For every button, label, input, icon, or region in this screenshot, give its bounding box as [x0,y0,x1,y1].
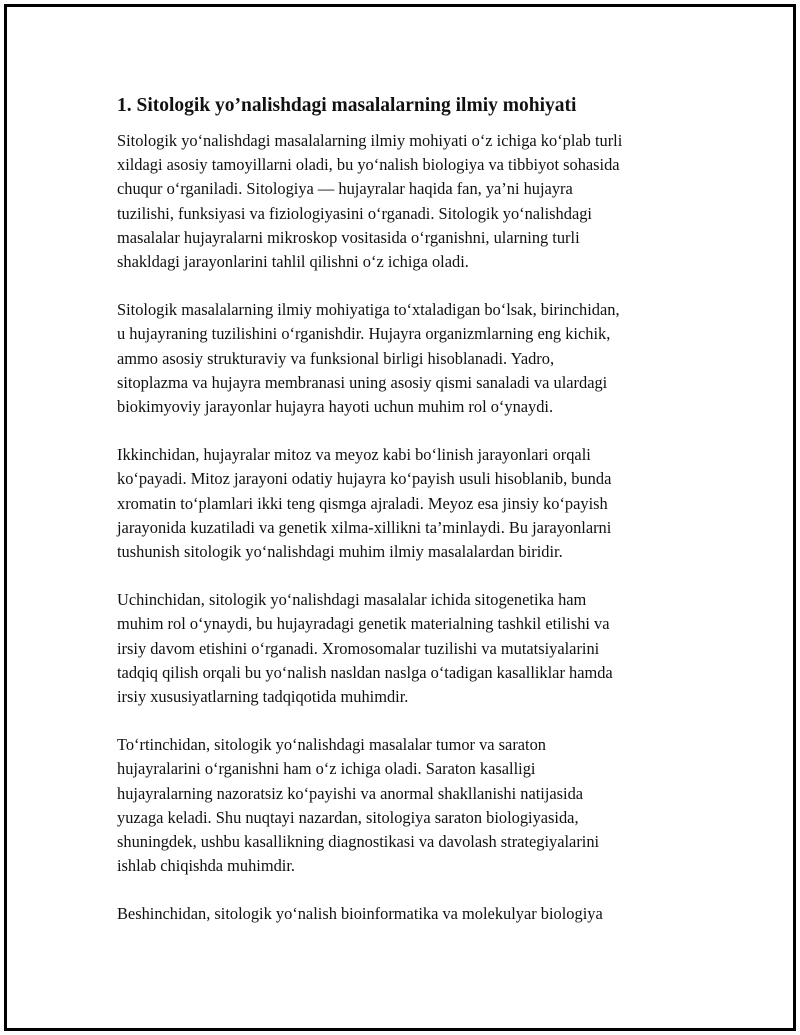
text-line: jarayonida kuzatiladi va genetik xilma-xillikni ta’minlaydi. Bu jarayonlarni [117,517,612,537]
paragraph-3 [117,443,692,564]
text-line: xromatin to‘plamlari ikki teng qismga ajraladi. Meyoz esa jinsiy ko‘payish [117,493,608,513]
text-line: yuzaga keladi. Shu nuqtayi nazardan, sitologiya saraton biologiyasida, [117,807,579,827]
text-line: tushunish sitologik yo‘nalishdagi muhim ilmiy masalalardan biridir. [117,542,563,562]
text-line: tadqiq qilish orqali bu yo‘nalish nasldan naslga o‘tadigan kasalliklar hamda [117,662,613,682]
text-line: To‘rtinchidan, sitologik yo‘nalishdagi masalalar tumor va saraton [117,735,546,755]
text-line: ko‘payadi. Mitoz jarayoni odatiy hujayra ko‘payish usuli hisoblanib, bunda [117,469,612,489]
paragraph-6 [117,902,692,926]
text-line: xildagi asosiy tamoyillarni oladi, bu yo‘nalish biologiya va tibbiyot sohasida [117,155,620,175]
paragraph-2 [117,298,692,419]
text-line: chuqur o‘rganiladi. Sitologiya — hujayralar haqida fan, ya’ni hujayra [117,179,573,199]
text-line: u hujayraning tuzilishini o‘rganishdir. Hujayra organizmlarning eng kichik, [117,324,611,344]
text-line: biokimyoviy jarayonlar hujayra hayoti uchun muhim rol o‘ynaydi. [117,397,554,417]
text-line: tuzilishi, funksiyasi va fiziologiyasini o‘rganadi. Sitologik yo‘nalishdagi [117,203,592,223]
paragraph-1 [117,129,692,274]
text-line: irsiy davom etishini o‘rganadi. Xromosomalar tuzilishi va mutatsiyalarini [117,638,600,658]
text-line: hujayralarning nazoratsiz ko‘payishi va anormal shakllanishi natijasida [117,783,584,803]
document-body [117,91,692,951]
text-line: muhim rol o‘ynaydi, bu hujayradagi genetik materialning tashkil etilishi va [117,614,610,634]
text-line: hujayralarini o‘rganishni ham o‘z ichiga oladi. Saraton kasalligi [117,759,536,779]
text-line: Beshinchidan, sitologik yo‘nalish bioinformatika va molekulyar biologiya [117,904,603,924]
text-line: irsiy xususiyatlarning tadqiqotida muhimdir. [117,687,409,707]
text-line: sitoplazma va hujayra membranasi uning asosiy qismi sanaladi va ulardagi [117,372,608,392]
text-line: Uchinchidan, sitologik yo‘nalishdagi masalalar ichida sitogenetika ham [117,590,587,610]
text-line: masalalar hujayralarni mikroskop vositasida o‘rganishni, ularning turli [117,227,580,247]
paragraph-5 [117,733,692,878]
text-line: ishlab chiqishda muhimdir. [117,856,296,876]
text-line: Sitologik yo‘nalishdagi masalalarning ilmiy mohiyati o‘z ichiga ko‘plab turli [117,131,623,150]
text-line: shakldagi jarayonlarini tahlil qilishni o‘z ichiga oladi. [117,252,469,272]
text-line: Ikkinchidan, hujayralar mitoz va meyoz kabi bo‘linish jarayonlari orqali [117,445,591,465]
text-line: Sitologik masalalarning ilmiy mohiyatiga to‘xtaladigan bo‘lsak, birinchidan, [117,300,620,320]
section-heading: 1. Sitologik yo’nalishdagi masalalarning ilmiy mohiyati [117,95,577,116]
text-line: ammo asosiy strukturaviy va funksional birligi hisoblanadi. Yadro, [117,348,555,368]
paragraph-4 [117,588,692,709]
text-line: shuningdek, ushbu kasallikning diagnostikasi va davolash strategiyalarini [117,832,600,852]
